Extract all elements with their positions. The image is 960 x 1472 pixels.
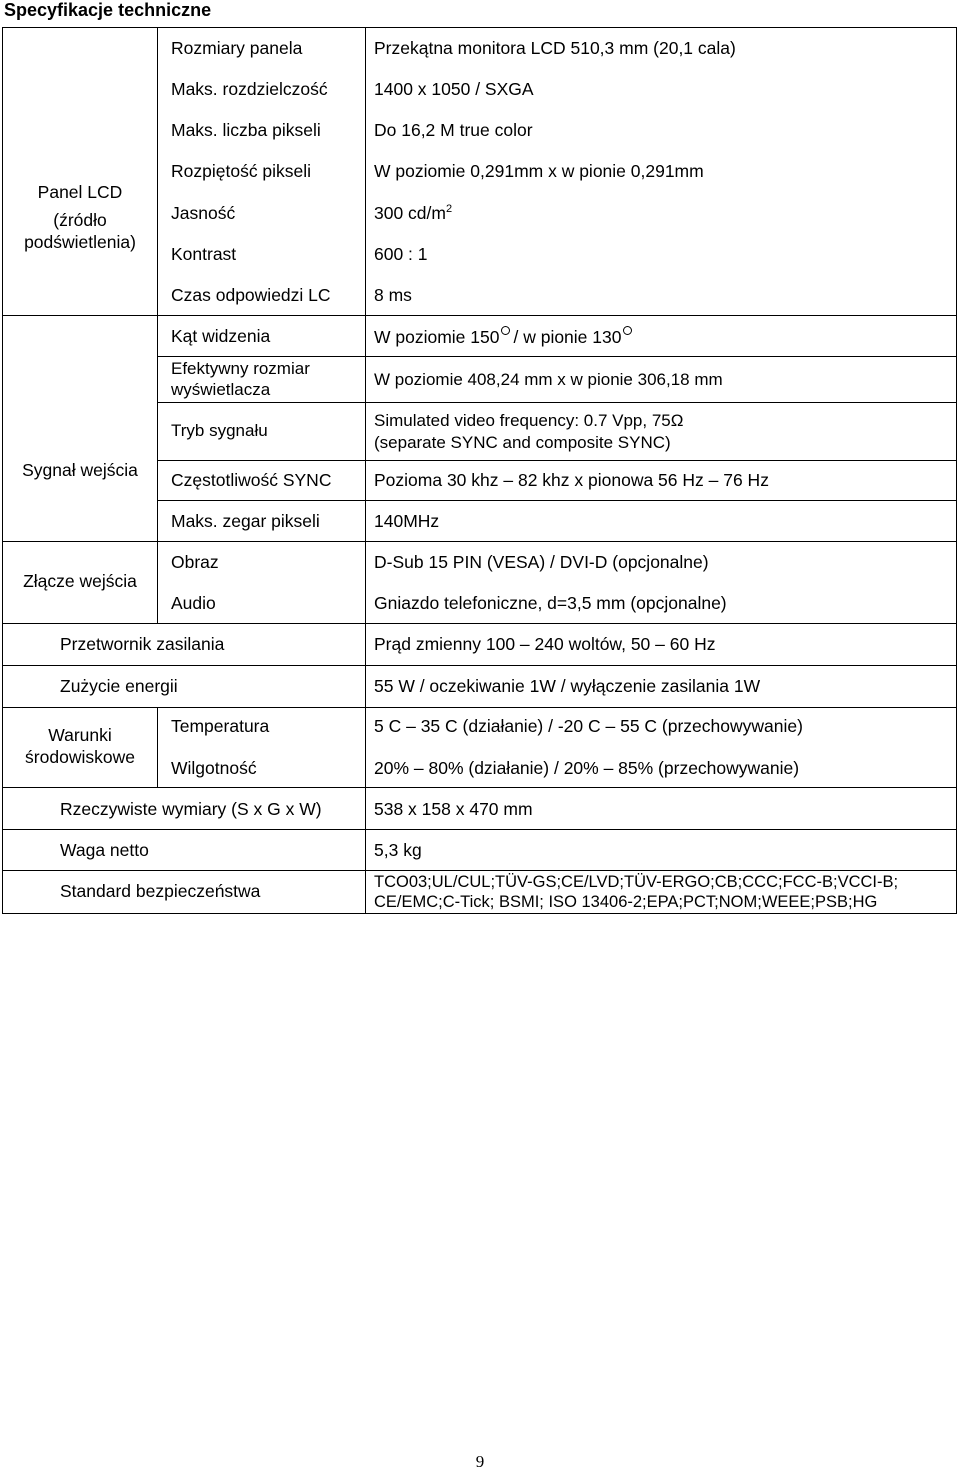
label-humidity: Wilgotność xyxy=(171,758,257,778)
label-dimensions: Rzeczywiste wymiary (S x G x W) xyxy=(60,799,322,819)
label-sync-frequency: Częstotliwość SYNC xyxy=(171,470,332,490)
label-display-size-2: wyświetlacza xyxy=(171,380,271,399)
degree-icon xyxy=(501,326,510,335)
group-divider xyxy=(157,27,158,623)
value-view-angle-v: / w pionie 130 xyxy=(513,327,622,347)
label-audio-input: Audio xyxy=(171,593,216,613)
row-line-angle xyxy=(157,356,957,357)
label-display-size-1: Efektywny rozmiar xyxy=(171,359,310,378)
separator-weight xyxy=(2,870,957,871)
degree-icon xyxy=(623,326,632,335)
value-temperature: 5 C – 35 C (działanie) / -20 C – 55 C (przechowywanie) xyxy=(374,716,803,736)
label-contrast: Kontrast xyxy=(171,244,237,264)
group-signal-label: Sygnał wejścia xyxy=(22,460,138,480)
group-connector-label: Złącze wejścia xyxy=(23,571,137,591)
table-border-right xyxy=(956,27,957,914)
group-panel-label: Panel LCD xyxy=(37,182,123,202)
label-max-pixels: Maks. liczba pikseli xyxy=(171,120,321,140)
separator-connector xyxy=(2,623,957,624)
table-border-bottom xyxy=(2,913,957,914)
value-response-time: 8 ms xyxy=(374,285,412,305)
page-number: 9 xyxy=(475,1452,485,1471)
group-env-label2: środowiskowe xyxy=(25,747,135,767)
value-dimensions: 538 x 158 x 470 mm xyxy=(374,799,533,819)
value-image-input: D-Sub 15 PIN (VESA) / DVI-D (opcjonalne) xyxy=(374,552,709,572)
label-power-use: Zużycie energii xyxy=(60,676,178,696)
group-panel-sub1: (źródło xyxy=(53,210,107,230)
label-temperature: Temperatura xyxy=(171,716,270,736)
value-power-supply: Prąd zmienny 100 – 240 woltów, 50 – 60 Hz xyxy=(374,634,716,654)
label-safety-standard: Standard bezpieczeństwa xyxy=(60,881,261,901)
value-brightness xyxy=(374,203,452,223)
label-signal-mode: Tryb sygnału xyxy=(171,421,268,440)
value-view-angle-h: W poziomie 150 xyxy=(374,327,500,347)
separator-power-use xyxy=(2,707,957,708)
label-max-resolution: Maks. rozdzielczość xyxy=(171,79,328,99)
label-power-supply: Przetwornik zasilania xyxy=(60,634,225,654)
value-max-pixel-clock: 140MHz xyxy=(374,511,440,531)
separator-env xyxy=(2,787,957,788)
value-panel-size: Przekątna monitora LCD 510,3 mm (20,1 cala) xyxy=(374,38,736,58)
value-safety-standard-2: CE/EMC;C-Tick; BSMI; ISO 13406-2;EPA;PCT;NOM;WEEE;PSB;HG xyxy=(374,893,878,911)
separator-panel xyxy=(2,315,957,316)
value-contrast: 600 : 1 xyxy=(374,244,428,264)
label-view-angle: Kąt widzenia xyxy=(171,326,271,346)
group-divider-env xyxy=(157,707,158,787)
row-line-mode xyxy=(157,460,957,461)
value-power-use: 55 W / oczekiwanie 1W / wyłączenie zasilania 1W xyxy=(374,676,761,696)
value-safety-standard-1: TCO03;UL/CUL;TÜV-GS;CE/LVD;TÜV-ERGO;CB;CCC;FCC-B;VCCI-B; xyxy=(374,873,899,891)
value-signal-mode-1: Simulated video frequency: 0.7 Vpp, 75Ω xyxy=(374,411,684,430)
value-humidity: 20% – 80% (działanie) / 20% – 85% (przechowywanie) xyxy=(374,758,800,778)
separator-dimensions xyxy=(2,829,957,830)
label-panel-size: Rozmiary panela xyxy=(171,38,303,58)
value-divider xyxy=(365,27,366,914)
value-brightness-text: 300 cd/m xyxy=(374,203,446,223)
separator-signal xyxy=(2,541,957,542)
label-brightness: Jasność xyxy=(171,203,236,223)
row-line-display xyxy=(157,402,957,403)
value-max-resolution: 1400 x 1050 / SXGA xyxy=(374,79,534,99)
label-response-time: Czas odpowiedzi LC xyxy=(171,285,331,305)
value-audio-input: Gniazdo telefoniczne, d=3,5 mm (opcjonalne) xyxy=(374,593,727,613)
label-image-input: Obraz xyxy=(171,552,219,572)
label-pixel-pitch: Rozpiętość pikseli xyxy=(171,161,312,181)
label-max-pixel-clock: Maks. zegar pikseli xyxy=(171,511,320,531)
page-title: Specyfikacje techniczne xyxy=(4,0,212,20)
separator-power-supply xyxy=(2,665,957,666)
group-env-label1: Warunki xyxy=(48,725,112,745)
value-view-angle xyxy=(374,326,635,347)
value-sync-frequency: Pozioma 30 khz – 82 khz x pionowa 56 Hz – 76 Hz xyxy=(374,470,769,490)
row-line-sync xyxy=(157,500,957,501)
value-signal-mode-2: (separate SYNC and composite SYNC) xyxy=(374,433,671,452)
label-weight: Waga netto xyxy=(60,840,149,860)
table-border-top xyxy=(2,27,957,28)
value-max-pixels: Do 16,2 M true color xyxy=(374,120,533,140)
value-display-size: W poziomie 408,24 mm x w pionie 306,18 mm xyxy=(374,370,723,389)
group-panel-sub2: podświetlenia) xyxy=(24,232,136,252)
value-weight: 5,3 kg xyxy=(374,840,422,860)
value-pixel-pitch: W poziomie 0,291mm x w pionie 0,291mm xyxy=(374,161,704,181)
value-brightness-sup: 2 xyxy=(445,203,453,215)
